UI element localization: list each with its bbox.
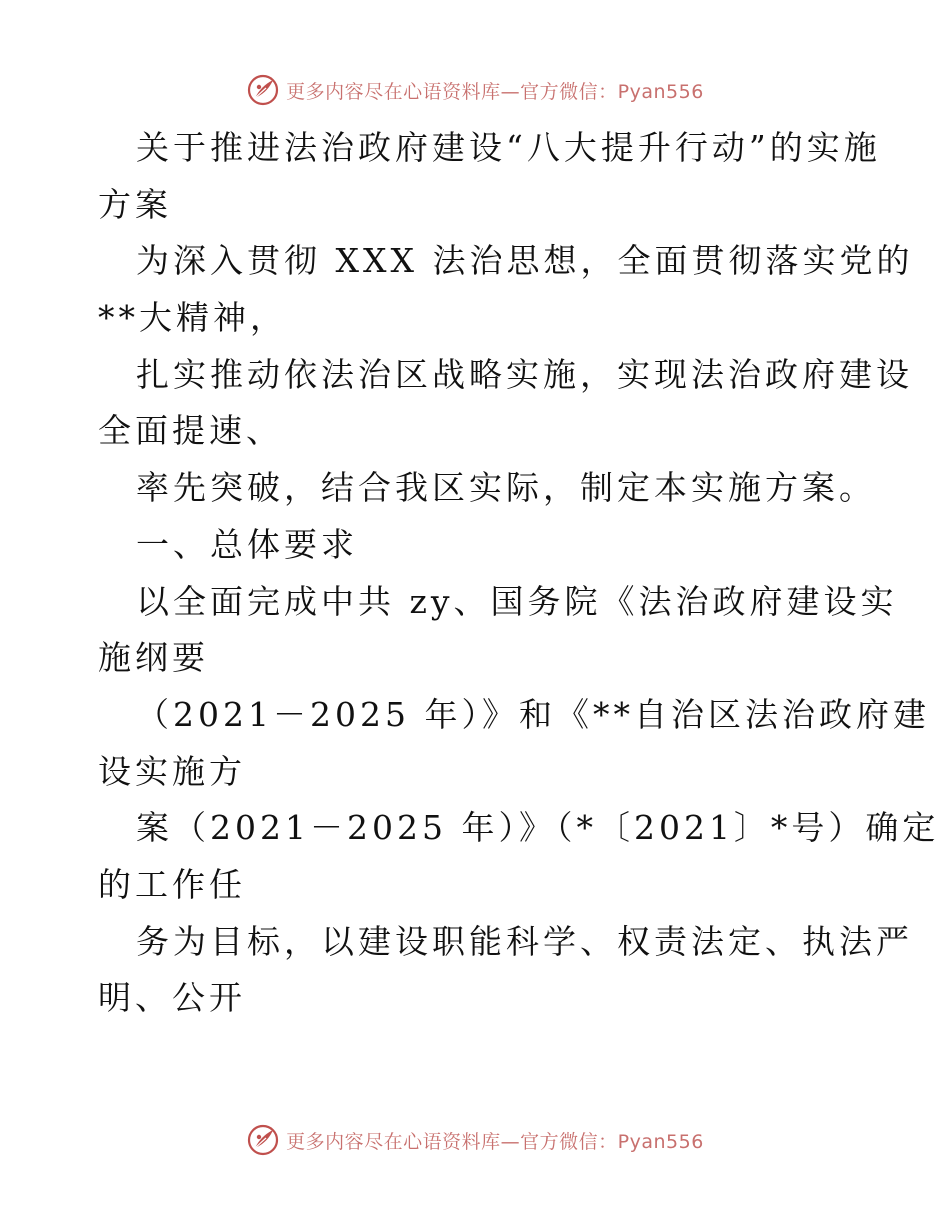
text-line: 案（2021－2025 年）》（*〔2021〕*号）确定 [136,808,940,848]
text-line: 明、公开 [98,978,246,1018]
text-line: （2021－2025 年）》和《**自治区法治政府建 [136,694,930,734]
text-line: 方案 [98,184,172,224]
header-watermark [246,73,704,107]
text-line: 为深入贯彻 XXX 法治思想，全面贯彻落实党的 [136,241,914,281]
document-body [98,120,940,1027]
text-line: 设实施方 [98,751,246,791]
footer-watermark [246,1123,704,1157]
text-line: **大精神， [98,298,287,338]
footer-watermark-text: 更多内容尽在心语资料库—官方微信：Pyan556 [286,1130,704,1153]
footer-watermark-banner [0,1120,950,1160]
feather-pen-logo-icon [246,1123,280,1157]
text-line: 施纲要 [98,638,209,678]
text-line: 关于推进法治政府建设“八大提升行动”的实施 [136,128,881,167]
text-line: 率先突破，结合我区实际，制定本实施方案。 [136,468,876,508]
text-line: 扎实推动依法治区战略实施，实现法治政府建设 [136,354,913,394]
text-line: 务为目标，以建设职能科学、权责法定、执法严 [136,921,913,961]
feather-pen-logo-icon [246,73,280,107]
header-watermark-banner [0,70,950,110]
text-line: 的工作任 [98,864,246,904]
text-line: 以全面完成中共 zy、国务院《法治政府建设实 [136,581,898,621]
text-line: 一、总体要求 [136,524,358,564]
header-watermark-text: 更多内容尽在心语资料库—官方微信：Pyan556 [286,80,704,103]
text-line: 全面提速、 [98,411,283,451]
document-lines [98,120,940,1027]
